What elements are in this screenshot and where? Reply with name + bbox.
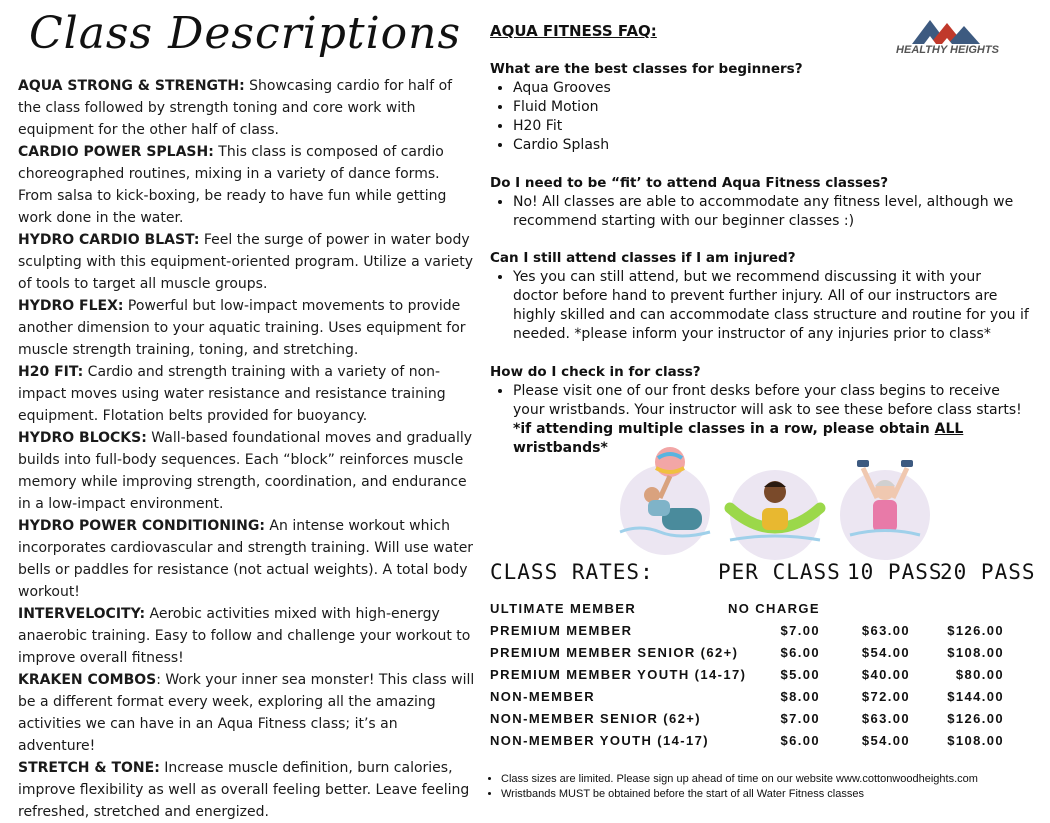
note-emphasis: ALL [934, 421, 964, 437]
footnotes [487, 772, 1047, 802]
class-name: KRAKEN COMBOS [18, 672, 157, 688]
rates-title: CLASS RATES: [490, 560, 654, 584]
page-title: Class Descriptions [28, 8, 462, 59]
class-item [18, 361, 478, 427]
faq-question: How do I check in for class? [490, 364, 701, 380]
rate-20-pass: $80.00 [955, 667, 1004, 682]
rate-20-pass: $108.00 [947, 733, 1004, 748]
list-item: • H20 Fit [513, 117, 1030, 136]
class-desc: An intense workout which incorporates cardiovascular and strength training. Will use water bells or paddles for resistance (not actual weights). A total body workout! [18, 518, 474, 600]
class-name: HYDRO CARDIO BLAST: [18, 232, 200, 248]
class-item [18, 757, 478, 823]
table-row [490, 642, 1020, 664]
faq-question: Do I need to be “fit’ to attend Aqua Fitness classes? [490, 175, 889, 191]
rate-10-pass: $40.00 [861, 667, 910, 682]
class-item [18, 603, 478, 669]
list-item: • No! All classes are able to accommodate any fitness level, although we recommend starting with our beginner classes :) [513, 193, 1030, 231]
rate-label: NON-MEMBER YOUTH (14-17) [490, 733, 709, 748]
faq-injured [490, 249, 1030, 344]
class-name: STRETCH & TONE: [18, 760, 160, 776]
class-name: HYDRO BLOCKS: [18, 430, 147, 446]
footnote: • Wristbands MUST be obtained before the start of all Water Fitness classes [501, 787, 1047, 802]
faq-question: What are the best classes for beginners? [490, 61, 803, 77]
table-row [490, 730, 1020, 752]
faq-question: Can I still attend classes if I am injured? [490, 250, 796, 266]
note-text: *if attending multiple classes in a row, please obtain [513, 421, 935, 437]
class-desc: Increase muscle definition, burn calories, improve flexibility as well as overall feeling better. Leave feeling refreshed, stretched and energized. [18, 760, 470, 820]
note-text: wristbands* [513, 440, 608, 456]
table-row [490, 620, 1020, 642]
rates-table [490, 598, 1020, 752]
class-item [18, 229, 478, 295]
rate-label: NON-MEMBER SENIOR (62+) [490, 711, 701, 726]
class-desc: Showcasing cardio for half of the class followed by strength toning and core work with equipment for the other half of class. [18, 78, 453, 138]
class-item [18, 427, 478, 515]
rate-per-class: $8.00 [780, 689, 820, 704]
faq-beginners [490, 60, 1030, 155]
class-name: AQUA STRONG & STRENGTH: [18, 78, 245, 94]
logo-text: HEALTHY HEIGHTS [896, 44, 999, 56]
table-row [490, 686, 1020, 708]
rate-per-class: $6.00 [780, 645, 820, 660]
rate-per-class: $7.00 [780, 711, 820, 726]
rate-10-pass: $54.00 [861, 733, 910, 748]
rate-10-pass: $63.00 [861, 711, 910, 726]
class-item [18, 141, 478, 229]
noodle-swimmer-icon [730, 470, 820, 560]
list-item: • Fluid Motion [513, 98, 1030, 117]
rate-10-pass: $72.00 [861, 689, 910, 704]
healthy-heights-logo [880, 16, 1015, 62]
rate-label: PREMIUM MEMBER SENIOR (62+) [490, 645, 739, 660]
list-item: • Cardio Splash [513, 136, 1030, 155]
table-row [490, 598, 1020, 620]
rate-10-pass: $54.00 [861, 645, 910, 660]
footnote-list [487, 772, 1047, 802]
table-row [490, 664, 1020, 686]
mountain-icon [880, 16, 1015, 46]
class-name: CARDIO POWER SPLASH: [18, 144, 214, 160]
rates-col-10-pass: 10 PASS [847, 560, 943, 584]
class-item [18, 75, 478, 141]
table-row [490, 708, 1020, 730]
class-desc: Feel the surge of power in water body sculpting with this equipment-oriented program. Utilize a variety of tools to target all muscle groups. [18, 232, 473, 292]
class-item [18, 669, 478, 757]
rate-per-class: $5.00 [780, 667, 820, 682]
list-item: • Aqua Grooves [513, 79, 1030, 98]
faq-answer: Please visit one of our front desks before your class begins to receive your wristbands. Your instructor will ask to see these before class starts! [513, 383, 1022, 418]
rate-label: ULTIMATE MEMBER [490, 601, 637, 616]
rate-20-pass: $126.00 [947, 623, 1004, 638]
rate-20-pass: $108.00 [947, 645, 1004, 660]
rate-10-pass: $63.00 [861, 623, 910, 638]
rate-label: NON-MEMBER [490, 689, 595, 704]
rate-per-class: NO CHARGE [727, 601, 820, 616]
class-desc: Wall-based foundational moves and gradually builds into full-body sequences. Each “block” reinforces muscle memory while improving strength, coordination, and endurance in a low-impact environment. [18, 430, 473, 512]
dumbbell-lady-icon [840, 460, 930, 560]
rate-20-pass: $144.00 [947, 689, 1004, 704]
rates-col-20-pass: 20 PASS [940, 560, 1036, 584]
list-item: • Yes you can still attend, but we recommend discussing it with your doctor before hand to prevent further injury. All of our instructors are highly skilled and can accommodate class structure and routine for you if needed. *please inform your instructor of any injuries prior to class* [513, 268, 1030, 344]
aqua-fitness-illustration [600, 440, 940, 560]
rate-label: PREMIUM MEMBER YOUTH (14-17) [490, 667, 747, 682]
rates-col-per-class: PER CLASS [718, 560, 841, 584]
faq-answer-list [490, 79, 1030, 155]
rate-label: PREMIUM MEMBER [490, 623, 633, 638]
class-list [18, 75, 478, 823]
class-name: HYDRO POWER CONDITIONING: [18, 518, 265, 534]
class-desc: Aerobic activities mixed with high-energy anaerobic training. Easy to follow and challenge your workout to improve overall fitness! [18, 606, 471, 666]
rate-per-class: $6.00 [780, 733, 820, 748]
footnote: • Class sizes are limited. Please sign up ahead of time on our website www.cottonwoodheights.com [501, 772, 1047, 787]
class-name: INTERVELOCITY: [18, 606, 146, 622]
rate-per-class: $7.00 [780, 623, 820, 638]
class-desc: This class is composed of cardio choreographed routines, mixing in a variety of dance forms. From salsa to kick-boxing, be ready to have fun while getting work done in the water. [18, 144, 447, 226]
class-name: HYDRO FLEX: [18, 298, 124, 314]
faq-answer-list [490, 193, 1030, 231]
faq-answer-list [490, 268, 1030, 344]
class-desc: Powerful but low-impact movements to provide another dimension to your aquatic training. Uses equipment for muscle strength training, toning, and stretching. [18, 298, 466, 358]
faq-fitness-level [490, 174, 1030, 231]
swimmer-ball-icon [620, 447, 710, 555]
class-item [18, 515, 478, 603]
faq-title: AQUA FITNESS FAQ: [490, 22, 657, 40]
class-name: H20 FIT: [18, 364, 84, 380]
class-item [18, 295, 478, 361]
class-desc: : Work your inner sea monster! This class will be a different format every week, exploring all the amazing activities we can have in an Aqua Fitness class; it’s an adventure! [18, 672, 475, 754]
class-desc: Cardio and strength training with a variety of non-impact moves using water resistance and resistance training equipment. Flotation belts provided for buoyancy. [18, 364, 446, 424]
rate-20-pass: $126.00 [947, 711, 1004, 726]
